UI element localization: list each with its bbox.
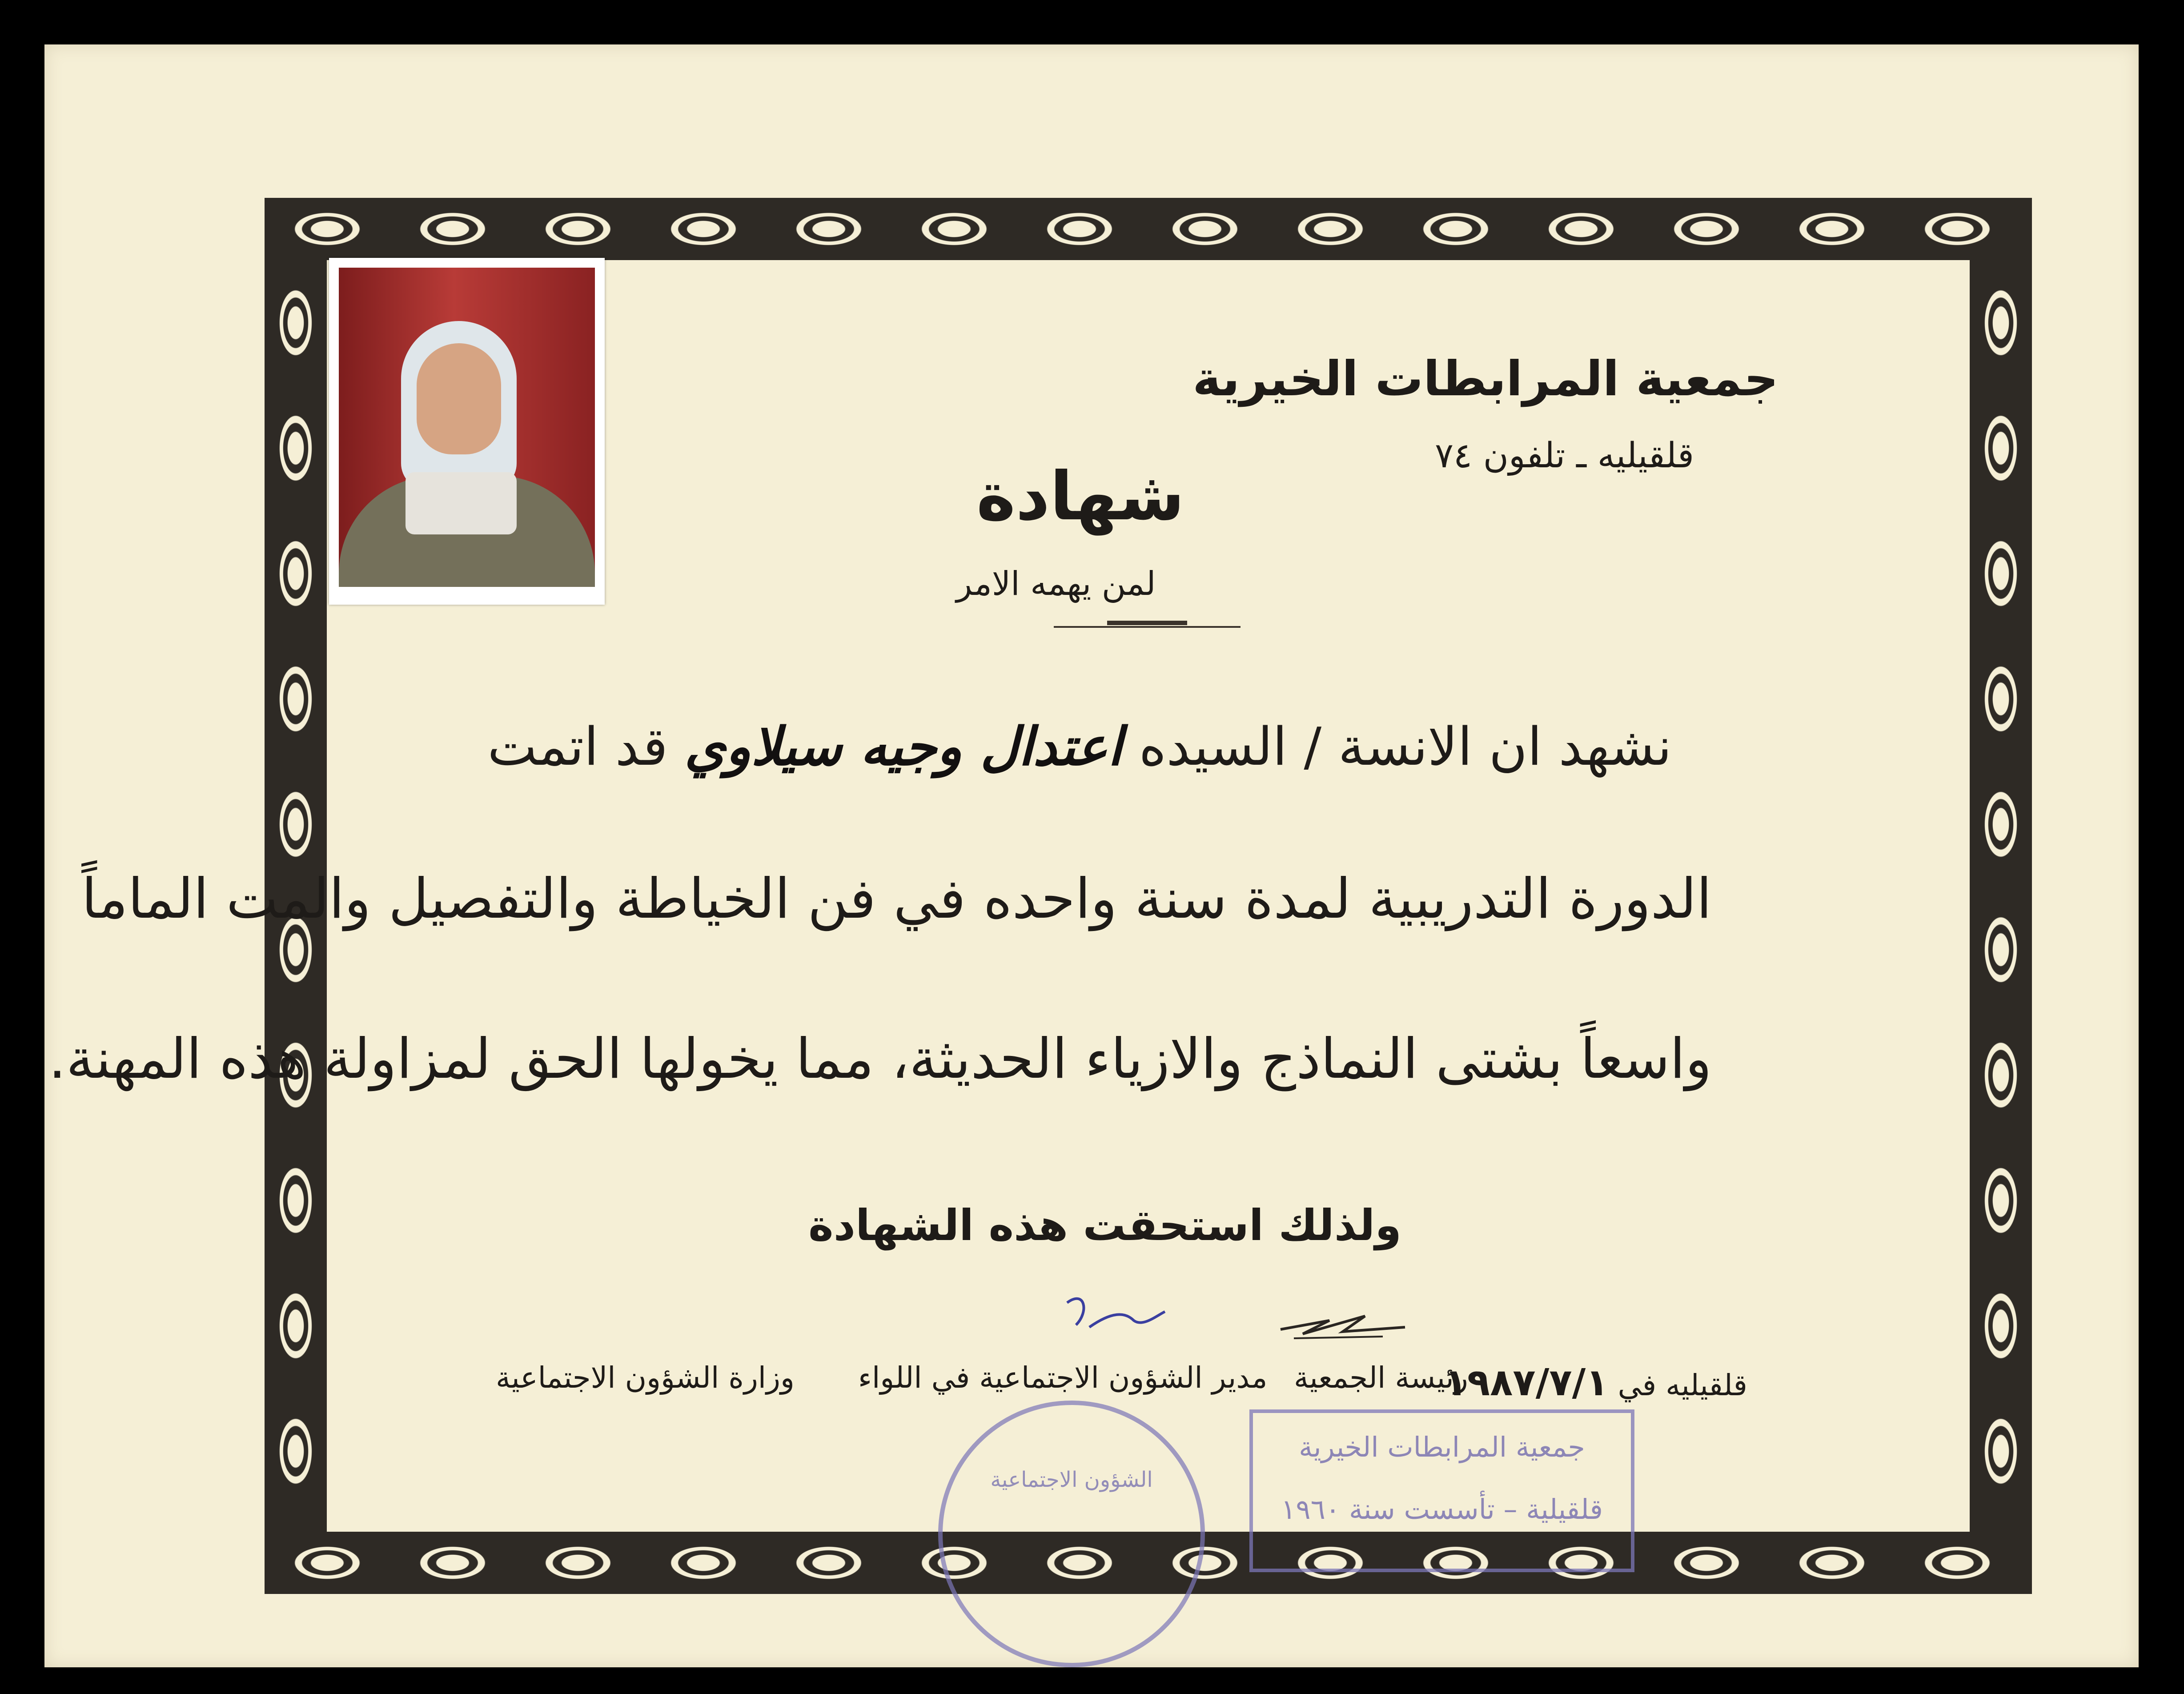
president-label: رئيسة الجمعية bbox=[1294, 1361, 1468, 1395]
association-stamp-line1: جمعية المرابطات الخيرية bbox=[1299, 1431, 1585, 1463]
salutation-underline-accent bbox=[1107, 621, 1187, 625]
ministry-label: وزارة الشؤون الاجتماعية bbox=[496, 1361, 795, 1395]
frame-border-right bbox=[1970, 260, 2032, 1532]
body-line-3: واسعاً بشتى النماذج والازياء الحديثة، مما يخولها الحق لمزاولة هذه المهنة. bbox=[48, 1027, 1712, 1091]
date-value: ١٩٨٧/٧/١ bbox=[1444, 1361, 1609, 1404]
closing-statement: ولذلك استحقت هذه الشهادة bbox=[808, 1200, 1401, 1250]
certificate-paper bbox=[44, 44, 2139, 1667]
director-label: مدير الشؤون الاجتماعية في اللواء bbox=[858, 1361, 1268, 1395]
line1-suffix: قد اتمت bbox=[487, 716, 668, 777]
salutation-underline bbox=[1054, 626, 1241, 628]
association-stamp-line2: قلقيلية – تأسست سنة ١٩٦٠ bbox=[1281, 1493, 1603, 1525]
ministry-round-stamp bbox=[938, 1401, 1205, 1667]
certificate-title: شهادة bbox=[976, 458, 1185, 535]
portrait-image bbox=[339, 268, 595, 587]
round-stamp-text: الشؤون الاجتماعية bbox=[990, 1467, 1153, 1492]
organization-name: جمعية المرابطات الخيرية bbox=[1192, 351, 1779, 407]
president-signature bbox=[1276, 1303, 1409, 1343]
director-signature bbox=[1058, 1285, 1174, 1343]
body-line-2: الدورة التدريبية لمدة سنة واحده في فن الخياطة والتفصيل والمت الماماً bbox=[81, 867, 1712, 931]
line1-prefix: نشهد ان الانسة / السيده bbox=[1139, 716, 1672, 777]
date-label: قلقيليه في ١٩٨٧/٧/١ bbox=[1444, 1361, 1747, 1404]
portrait-photo bbox=[329, 258, 605, 605]
frame-border-top bbox=[265, 198, 2032, 260]
body-line-1 bbox=[487, 716, 1672, 777]
association-stamp bbox=[1249, 1409, 1634, 1572]
recipient-name: اعتدال وجيه سيلاوي bbox=[684, 716, 1122, 777]
organization-location-phone: قلقيليه ـ تلفون ٧٤ bbox=[1435, 436, 1694, 476]
salutation: لمن يهمه الامر bbox=[956, 565, 1156, 603]
